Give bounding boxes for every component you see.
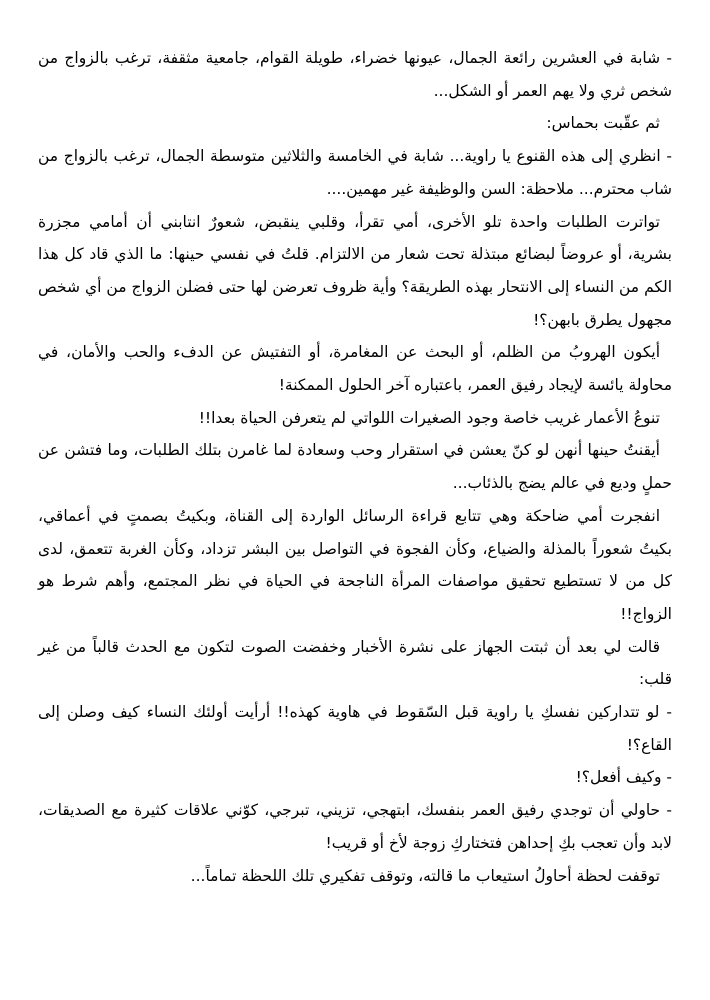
paragraph-2: ثم عقّبت بحماس: xyxy=(546,114,660,133)
paragraph-9: قالت لي بعد أن ثبتت الجهاز على نشرة الأخبار وخفضت الصوت لتكون مع الحدث قالباً من غير قلب: xyxy=(38,637,672,689)
paragraph-6: تنوعُ الأعمار غريب خاصة وجود الصغيرات اللواتي لم يتعرفن الحياة بعدا!! xyxy=(198,408,660,427)
document-page xyxy=(38,42,672,892)
paragraph-11: - وكيف أفعل؟! xyxy=(575,768,672,787)
paragraph-4: تواترت الطلبات واحدة تلو الأخرى، أمي تقرأ، وقلبي ينقبض، شعورٌ انتابني أن أمامي مجزرة بشرية، أو عروضاً لبضائع مبتذلة تحت شعار من الالتزام. قلتُ في نفسي حينها: ما الذي قاد كل هذا الكم من النساء إلى الانتحار بهذه الطريقة؟ وأية ظروف تعرضن لها حتى فضلن الزواج من أي شخص مجهول يطرق بابهن؟! xyxy=(38,212,672,329)
paragraph-12: - حاولي أن توجدي رفيق العمر بنفسك، ابتهجي، تزيني، تبرجي، كوّني علاقات كثيرة مع الصديقات، لابد وأن تعجب بكِ إحداهن فتختاركِ زوجة لأخ أو قريب! xyxy=(38,801,672,852)
paragraph-7: أيقنتُ حينها أنهن لو كنّ يعشن في استقرار وحب وسعادة لما غامرن بتلك الطلبات، وما فتشن عن حملٍ وديع في عالم يضج بالذئاب... xyxy=(38,441,672,493)
paragraph-10: - لو تتداركين نفسكِ يا راوية قبل السّقوط في هاوية كهذه!! أرأيت أولئك النساء كيف وصلن إلى القاع؟! xyxy=(38,703,672,754)
paragraph-13: توقفت لحظة أحاولُ استيعاب ما قالته، وتوقف تفكيري تلك اللحظة تماماً... xyxy=(190,866,660,885)
paragraph-3: - انظري إلى هذه القنوع يا راوية... شابة في الخامسة والثلاثين متوسطة الجمال، ترغب بالزواج من شاب محترم... ملاحظة: السن والوظيفة غير مهمين.... xyxy=(38,147,672,198)
paragraph-8: انفجرت أمي ضاحكة وهي تتابع قراءة الرسائل الواردة إلى القناة، وبكيتُ بصمتٍ في أعماقي، بكيتُ شعوراً بالمذلة والضياع، وكأن الفجوة في التواصل بين البشر تزداد، وكأن الغربة تتعمق، لدى كل من لا تستطيع تحقيق مواصفات المرأة الناجحة في الحياة في نظر المجتمع، وأهم شرط هو الزواج!! xyxy=(38,506,672,623)
paragraph-1: - شابة في العشرين رائعة الجمال، عيونها خضراء، طويلة القوام، جامعية مثقفة، ترغب بالزواج من شخص ثري ولا يهم العمر أو الشكل... xyxy=(38,49,672,100)
paragraph-5: أيكون الهروبُ من الظلم، أو البحث عن المغامرة، أو التفتيش عن الدفء والحب والأمان، في محاولة يائسة لإيجاد رفيق العمر، باعتباره آخر الحلول الممكنة! xyxy=(38,343,672,395)
